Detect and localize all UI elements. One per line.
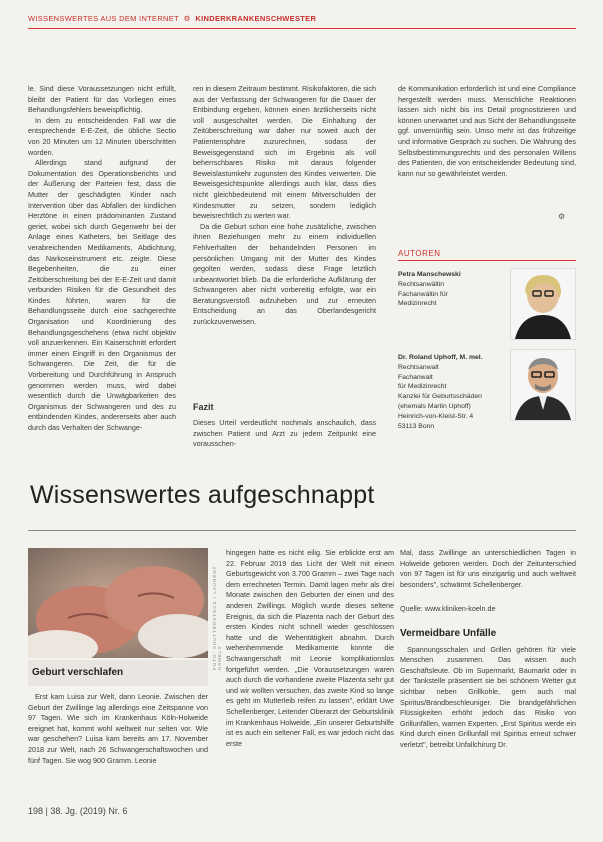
running-header	[28, 14, 316, 23]
end-mark-icon: ⚙	[558, 212, 566, 221]
paragraph: In dem zu entscheidenden Fall war die entsprechende E-E-Zeit, die übliche Sectio von 20 Minuten um 12 Minuten überschritten worden.	[28, 115, 176, 157]
paragraph: de Kommunikation erforderlich ist und eine Compliance hergestellt werden muss. Menschliche Reaktionen lassen sich nicht bis ins Detail prognostizieren und können unerwartet und aus Sicht der Behandlungsseite ggf. unvernünftig sein. Umso mehr ist das frühzeitige und informative Gespräch zu suchen. Die Wahrung des Selbstbestimmungsrechts und des personalen Willens des Patienten, die von entscheidender Bedeutung sind, kann nur so gewährleistet werden.	[398, 84, 576, 178]
paragraph: Da die Geburt schon eine hohe zusätzliche, zwischen ihnen Beziehungen mehr zu einem individuellen Fehlverhalten der behandelnden Personen im persönlichen Umgang mit der Mutter des Kindes gegolten werden, sodass diese Frage letztlich unbeantwortet blieb. Da die erforderliche Aufklärung der Schwangeren aber nicht vorbereitig erfolgte, war ein Beratungsverstoß aufzuheben und zur erneuten Entscheidung an das Oberlandesgericht zurückzuverweisen.	[193, 221, 376, 327]
section-title: Wissenswertes aufgeschnappt	[30, 481, 375, 509]
author-2-photo	[510, 349, 576, 421]
running-header-topic: KINDERKRANKENSCHWESTER	[195, 14, 317, 23]
authors-rule	[398, 260, 576, 261]
column-1	[28, 84, 176, 434]
running-header-section: WISSENSWERTES AUS DEM INTERNET	[28, 14, 179, 23]
author-1-name: Petra Manschewski	[398, 271, 461, 278]
twins-photo	[28, 548, 208, 658]
column-3	[398, 84, 576, 179]
author-1: Petra Manschewski Rechtsanwältin Fachanwältin für Medizinrecht	[398, 271, 461, 308]
article-1-ending: Mal, dass Zwillinge an unterschiedlichen Tagen in Holweide geboren werden. Doch der Zeitunterschied von 97 Tagen ist für uns einzigartig und auch weltweit besonders", schwärmt Schellenberger.	[400, 548, 576, 589]
section-title-rule	[28, 530, 576, 531]
article-2-column	[400, 548, 576, 751]
header-rule	[28, 28, 576, 29]
author-2: Dr. Roland Uphoff, M. mel. Rechtsanwalt Fachanwalt für Medizinrecht Kanzlei für Geburtsschäden (ehemals Martin Uphoff) Heinrich-von-Kleist-Str. 4 53113 Bonn	[398, 354, 483, 430]
source-line: Quelle: www.kliniken-koeln.de	[400, 604, 496, 614]
article-1-text: Erst kam Luisa zur Welt, dann Leonie. Zwischen der Geburt der Zwillinge lag allerdings eine Zeitspanne von 97 Tagen. Wie sich im Krankenhaus Köln-Holweide ereignet hat, kommt wohl weltweit nur selten vor. Wie war geschehen? Luisa kam bereits am 17. November 2018 zur Welt, nach 26 Schwangerschaftswochen und fünf Tagen. Sie wog 900 Gramm. Leonie	[28, 692, 208, 765]
fazit-text: Dieses Urteil verdeutlicht nochmals anschaulich, dass zwischen Patient und Arzt zu jedem Zeitpunkt eine vorausschen-	[193, 418, 376, 449]
article-2-text: Spannungsschalen und Grillen gehören für viele Menschen zusammen. Das wissen auch Geschäftsleute. Ob im Supermarkt, Baumarkt oder in der Tankstelle präsentiert sie bei schönem Wetter gut sichtbar neben Grillkohle, gern auch mal Spiritus/Brandbeschleuniger. Die brandgefährlichen Flüssigkeiten erhöht jedoch das Risiko von Grillunfällen, warnen Experten. „Erst Spiritus werde ein Kind durch einen Grillunfall mit Spiritus erneut schwer verletzt", betreibt Unfallchirurg Dr.	[400, 644, 576, 749]
author-1-photo	[510, 268, 576, 340]
authors-heading: AUTOREN	[398, 249, 441, 258]
author-2-name: Dr. Roland Uphoff, M. mel.	[398, 354, 483, 361]
photo-credit: FOTO: SHUTTERSTOCK / LAURENT HAMELS	[212, 565, 222, 670]
separator-icon: ⚙	[181, 14, 194, 23]
page-footer: 198 | 38. Jg. (2019) Nr. 6	[28, 806, 128, 816]
article-1-continued: hingegen hatte es nicht eilig. Sie erblickte erst am 22. Februar 2019 das Licht der Welt mit einem Geburtsgewicht von 3.700 Gramm – zwei Tage nach dem errechneten Termin. Damit lagen mehr als drei Monate zwischen den Geburten der einen und des anderen Zwillings. Möglich wurde dieses seltene Ereignis, da sich die Plazenta nach der Geburt des ersten Kindes nicht schnell wieder geschlossen hatte und die Wehentätigkeit abnahm. Durch wehenhemmende Medikamente konnte die Schwangerschaft mit Leonie komplikationslos fortgeführt werden. „Die Voraussetzungen waren auch durch die vorhandene zweite Plazenta sehr gut und wir wollten versuchen, das zweite Kind so lange es geht im Mutterleib reifen zu lassen", erklärt Uwe Schellenberger, Leitender Oberarzt der Geburtsklinik im Krankenhaus Holweide. „Ein unserer Geburtshilfe ist es auch ein seltener Fall, es war jedoch nicht das erste	[226, 548, 394, 748]
paragraph: Allerdings stand aufgrund der Dokumentation des Operationsberichts und der Äußerung der Parteien fest, dass die Mutter der geschädigten Kinder nach Intervention über das Abfallen der kindlichen Herztöne in einen prädominanten Zustand geriet, wobei sich durch Gegenwehr bei der Anlage eines Katheters, bei Seitlage des verabreichenden Medikaments, Abdichtung, das Narkoseinstrument etc. zeigte. Diese Begebenheiten, die zu einer Zeitüberschreitung bei der E-E-Zeit und damit verbunden Risiken für die Gesundheit des Kindes führten, waren für die Behandlungsseite durch eine sachgerechte Organisation und Koordinierung des Behandlungsgeschehens (etwa nicht objektiv voll anzuerkennen. Ein Kaiserschnitt erfordert immer einen Eingriff in den Organismus der Schwangeren. Die Zeit, die für die Vorbereitung und Durchführung in Anspruch genommen werden muss, wird dabei wesentlich durch die Unwägbarkeiten des Organismus der Schwangeren und des zu entbindenden Kindes, andererseits aber auch durch das Verhalten der Schwange-	[28, 158, 176, 432]
article-1-heading: Geburt verschlafen	[32, 667, 124, 678]
paragraph: ren in diesem Zeitraum bestimmt. Risikofaktoren, die sich aus der Verfassung der Schwangeren für die Dauer der Entbindung ergeben, können einen ärztlicherseits nicht voll ausgeschaltet werden. Die Einhaltung der Zeitüberschreitung war daher nur soweit auch der Patientensphäre zuzurechnen, sodass der Beweisgegenstand sich im Ergebnis als voll beherrschbares Risiko mit daraus folgender Beweislastumkehr zugunsten des Kindes verwerten. Die Beweisgesichtspunkte allerdings auch klar, dass dies nicht gleichbedeutend mit einem Mitverschulden der Kindesmutter zu setzen, sondern lediglich beweisrechtlich zu werten war.	[193, 84, 376, 221]
fazit-heading: Fazit	[193, 402, 214, 412]
article-2-heading: Vermeidbare Unfälle	[400, 627, 497, 639]
column-2	[193, 84, 376, 328]
paragraph: le. Sind diese Voraussetzungen nicht erfüllt, bleibt der Patient für das Vorliegen eines Behandlungsfehlers beweispflichtig.	[28, 84, 176, 115]
